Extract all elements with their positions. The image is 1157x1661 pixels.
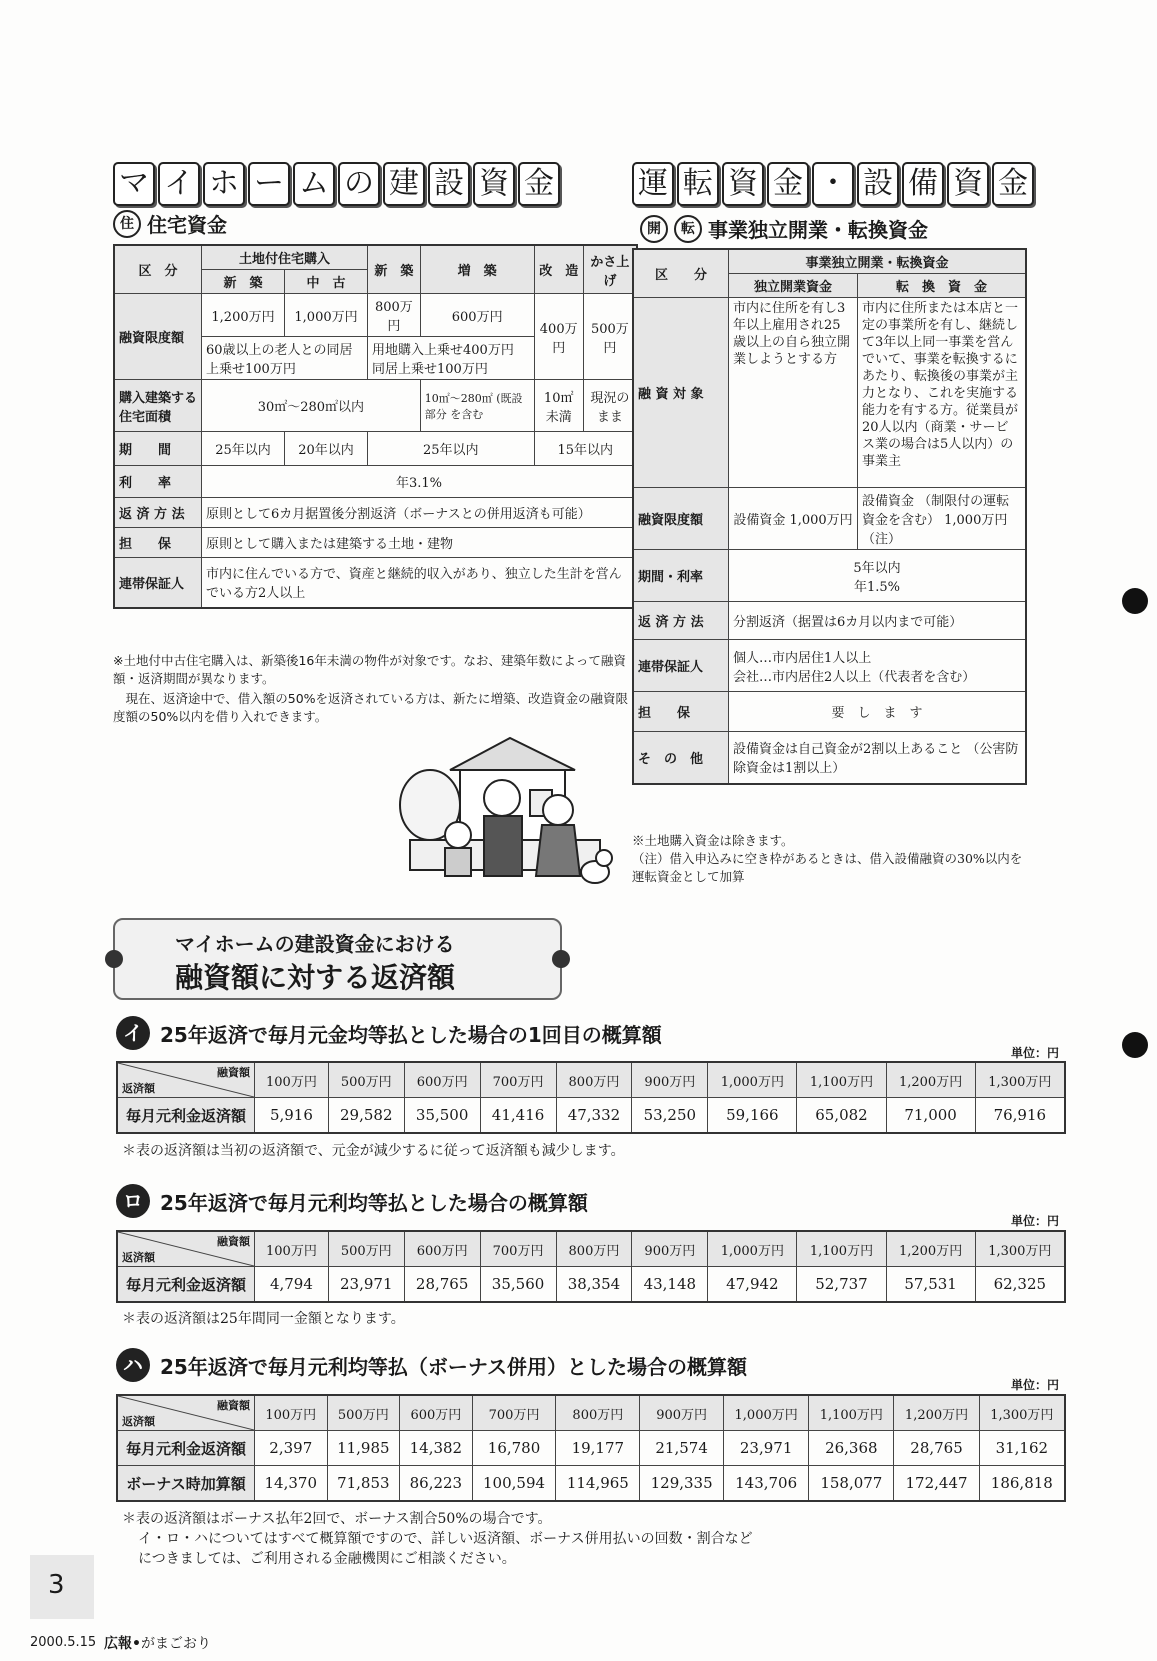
sub-mark-2: 転 xyxy=(674,215,702,243)
section-ha-table xyxy=(116,1394,1066,1502)
repayment-value: 114,965 xyxy=(556,1466,640,1502)
repayment-value: 47,942 xyxy=(708,1267,797,1303)
section-ro-note: ＊表の返済額は25年間同一金額となります。 xyxy=(122,1311,405,1327)
amount-header: 600万円 xyxy=(404,1231,480,1267)
header-bottom-label: 返済額 xyxy=(122,1415,155,1428)
h-kaizo: 改 造 xyxy=(534,245,583,294)
corner-header-cell xyxy=(117,1062,255,1098)
r1-a: 1,200万円 xyxy=(202,294,285,337)
section-ro-table xyxy=(116,1230,1066,1303)
repayment-value: 19,177 xyxy=(556,1431,640,1466)
repayment-value: 186,818 xyxy=(979,1466,1065,1502)
repayment-value: 57,531 xyxy=(886,1267,975,1303)
title-char: 資 xyxy=(947,162,989,206)
amount-header: 1,000万円 xyxy=(708,1062,797,1098)
footer-publication-name: 広報 xyxy=(104,1636,132,1652)
title-char: ム xyxy=(293,162,335,206)
rr5-a xyxy=(729,640,1027,692)
amount-header: 900万円 xyxy=(640,1395,724,1431)
repayment-value: 71,853 xyxy=(327,1466,400,1502)
repayment-value: 16,780 xyxy=(472,1431,556,1466)
rr5-a2: 会社…市内居住2人以上（代表者を含む） xyxy=(733,669,976,685)
repayment-value: 53,250 xyxy=(632,1098,708,1134)
amount-header: 900万円 xyxy=(632,1062,708,1098)
section-i-title: 25年返済で毎月元金均等払とした場合の1回目の概算額 xyxy=(160,1022,662,1047)
repayment-value: 11,985 xyxy=(327,1431,400,1466)
amount-header: 800万円 xyxy=(556,1062,632,1098)
repayment-value: 28,765 xyxy=(894,1431,979,1466)
amount-header: 600万円 xyxy=(400,1395,473,1431)
corner-header-cell xyxy=(117,1231,255,1267)
amount-header: 1,200万円 xyxy=(886,1231,975,1267)
repayment-value: 100,594 xyxy=(472,1466,556,1502)
amount-header: 800万円 xyxy=(556,1231,632,1267)
section-ha-heading xyxy=(116,1348,747,1382)
h-tochi: 土地付住宅購入 xyxy=(202,245,368,270)
r3-c: 25年以内 xyxy=(368,432,535,466)
rh-main: 事業独立開業・転換資金 xyxy=(729,249,1027,274)
footer-publication-name-2: がまごおり xyxy=(140,1636,211,1652)
repayment-value: 62,325 xyxy=(975,1267,1065,1303)
r4-a: 年3.1% xyxy=(202,466,638,498)
rr1-label: 融 資 対 象 xyxy=(633,298,729,488)
repayment-value: 41,416 xyxy=(480,1098,556,1134)
amount-header: 100万円 xyxy=(255,1395,328,1431)
repayment-value: 86,223 xyxy=(400,1466,473,1502)
rr7-a: 設備資金は自己資金が2割以上あること （公害防除資金は1割以上） xyxy=(729,732,1027,784)
section-ha-note-2: イ・ロ・ハについてはすべて概算額ですので、詳しい返済額、ボーナス併用払いの回数・割合など xyxy=(138,1531,753,1547)
banner-dot-left xyxy=(105,950,123,968)
rh-b: 転 換 資 金 xyxy=(858,274,1027,298)
r3-b: 20年以内 xyxy=(285,432,368,466)
amount-header: 700万円 xyxy=(480,1231,556,1267)
repayment-value: 14,382 xyxy=(400,1431,473,1466)
rr6-label: 担 保 xyxy=(633,692,729,732)
repayment-value: 31,162 xyxy=(979,1431,1065,1466)
banner-dot-right xyxy=(552,950,570,968)
footer-bullet: • xyxy=(132,1636,141,1652)
business-loan-table xyxy=(632,248,1027,785)
sub-title: 事業独立開業・転換資金 xyxy=(708,218,928,242)
repayment-value: 23,971 xyxy=(724,1431,809,1466)
repayment-value: 143,706 xyxy=(724,1466,809,1502)
r3-a: 25年以内 xyxy=(202,432,285,466)
r1-c: 800万円 xyxy=(368,294,421,337)
left-section-title xyxy=(113,162,560,206)
r4-label: 利 率 xyxy=(114,466,202,498)
section-i-heading xyxy=(116,1016,662,1050)
amount-header: 500万円 xyxy=(327,1395,400,1431)
family-house-illustration xyxy=(390,730,620,890)
r2-d: 10㎡～280㎡ (既設部分 を含む xyxy=(420,380,534,432)
amount-header: 1,000万円 xyxy=(708,1231,797,1267)
banner-line-2: 融資額に対する返済額 xyxy=(175,961,456,994)
binder-hole-2 xyxy=(1122,1032,1148,1058)
repayment-value: 47,332 xyxy=(556,1098,632,1134)
right-note-1: ※土地購入資金は除きます。 xyxy=(632,833,794,848)
title-char: 金 xyxy=(992,162,1034,206)
r1-cd2: 用地購入上乗せ400万円 同居上乗せ100万円 xyxy=(368,337,535,380)
section-ha-note-3: につきましては、ご利用される金融機関にご相談ください。 xyxy=(138,1551,516,1567)
r1-f: 500万円 xyxy=(583,294,637,380)
header-bottom-label: 返済額 xyxy=(122,1082,155,1095)
footer-page-number: 3 xyxy=(48,1570,65,1600)
binder-hole-1 xyxy=(1122,588,1148,614)
rr1-a: 市内に住所を有し3年以上雇用され25歳以上の自ら独立開業しようとする方 xyxy=(729,298,858,488)
row-label: 毎月元利金返済額 xyxy=(117,1431,255,1466)
repayment-value: 14,370 xyxy=(255,1466,328,1502)
section-i-table xyxy=(116,1061,1066,1134)
repayment-value: 23,971 xyxy=(328,1267,404,1303)
section-ha-title: 25年返済で毎月元利均等払（ボーナス併用）とした場合の概算額 xyxy=(160,1354,748,1379)
repayment-value: 28,765 xyxy=(404,1267,480,1303)
r2-e: 10㎡未満 xyxy=(534,380,583,432)
rh-kubun: 区 分 xyxy=(633,249,729,298)
repayment-value: 52,737 xyxy=(797,1267,886,1303)
header-top-label: 融資額 xyxy=(217,1235,250,1248)
repayment-banner xyxy=(113,918,562,1000)
repayment-value: 38,354 xyxy=(556,1267,632,1303)
section-ha-badge: ハ xyxy=(116,1348,150,1382)
header-top-label: 融資額 xyxy=(217,1399,250,1412)
right-sub-heading xyxy=(640,214,928,243)
repayment-value: 35,500 xyxy=(404,1098,480,1134)
r1-label: 融資限度額 xyxy=(114,294,202,380)
repayment-value: 5,916 xyxy=(255,1098,329,1134)
right-note-2: （注）借入申込みに空き枠があるときは、借入設備融資の30%以内を運転資金として加算 xyxy=(632,851,1023,884)
title-char: 資 xyxy=(473,162,515,206)
section-ro-unit: 単位：円 xyxy=(1011,1214,1060,1228)
h-chuko: 中 古 xyxy=(285,270,368,294)
banner-line-1: マイホームの建設資金における xyxy=(175,932,455,956)
left-note-1: ※土地付中古住宅購入は、新築後16年未満の物件が対象です。なお、建築年数によって融資額・返済期間が異なります。 xyxy=(113,653,626,686)
left-sub-heading xyxy=(113,209,227,238)
repayment-value: 4,794 xyxy=(255,1267,329,1303)
rr6-a: 要 し ま す xyxy=(729,692,1027,732)
repayment-value: 59,166 xyxy=(708,1098,797,1134)
r7-label: 連帯保証人 xyxy=(114,558,202,608)
repayment-value: 2,397 xyxy=(255,1431,328,1466)
row-label: ボーナス時加算額 xyxy=(117,1466,255,1502)
r1-e: 400万円 xyxy=(534,294,583,380)
rr3-a2: 年1.5% xyxy=(853,579,901,595)
amount-header: 500万円 xyxy=(328,1062,404,1098)
amount-header: 800万円 xyxy=(556,1395,640,1431)
repayment-value: 129,335 xyxy=(640,1466,724,1502)
rr7-label: そ の 他 xyxy=(633,732,729,784)
amount-header: 1,300万円 xyxy=(979,1395,1065,1431)
r2-label: 購入建築する住宅面積 xyxy=(114,380,202,432)
section-ha-unit: 単位：円 xyxy=(1011,1378,1060,1392)
amount-header: 100万円 xyxy=(255,1231,329,1267)
r5-a: 原則として6カ月据置後分割返済（ボーナスとの併用返済も可能） xyxy=(202,498,638,528)
title-char: 建 xyxy=(383,162,425,206)
title-char: ー xyxy=(248,162,290,206)
repayment-value: 21,574 xyxy=(640,1431,724,1466)
amount-header: 900万円 xyxy=(632,1231,708,1267)
section-i-note: ＊表の返済額は当初の返済額で、元金が減少するに従って返済額も減少します。 xyxy=(122,1143,625,1159)
h-kubun: 区 分 xyxy=(114,245,202,294)
r3-label: 期 間 xyxy=(114,432,202,466)
amount-header: 700万円 xyxy=(472,1395,556,1431)
sub-mark-1: 開 xyxy=(640,215,668,243)
r1-b: 1,000万円 xyxy=(285,294,368,337)
rh-a: 独立開業資金 xyxy=(729,274,858,298)
title-char: 転 xyxy=(677,162,719,206)
repayment-value: 29,582 xyxy=(328,1098,404,1134)
title-char: 設 xyxy=(857,162,899,206)
repayment-value: 26,368 xyxy=(809,1431,894,1466)
title-char: 備 xyxy=(902,162,944,206)
sub-title: 住宅資金 xyxy=(147,213,227,237)
section-ro-heading xyxy=(116,1184,588,1218)
r1-d: 600万円 xyxy=(420,294,534,337)
r6-a: 原則として購入または建築する土地・建物 xyxy=(202,528,638,558)
rr1-b: 市内に住所または本店と一定の事業所を有し、継続して3年以上同一事業を営んでいて、事業を転換するにあたり、転換後の事業が主力となり、これを実施する能力を有する方。従業員が20人以内（商業・サービス業の場合は5人以内）の事業主 xyxy=(858,298,1027,488)
section-ro-badge: ロ xyxy=(116,1184,150,1218)
h-shinchiku2: 新 築 xyxy=(368,245,421,294)
amount-header: 1,200万円 xyxy=(886,1062,975,1098)
title-char: 設 xyxy=(428,162,470,206)
row-label: 毎月元利金返済額 xyxy=(117,1098,255,1134)
repayment-value: 158,077 xyxy=(809,1466,894,1502)
sub-mark: 住 xyxy=(113,210,141,238)
footer-date: 2000.5.15 xyxy=(30,1635,97,1650)
amount-header: 1,100万円 xyxy=(809,1395,894,1431)
r2-a: 30㎡～280㎡以内 xyxy=(202,380,421,432)
housing-loan-table xyxy=(113,244,638,609)
amount-header: 1,100万円 xyxy=(797,1062,886,1098)
title-char: ホ xyxy=(203,162,245,206)
left-note-2: 現在、返済途中で、借入額の50%を返済されている方は、新たに増築、改造資金の融資限度額の50%以内を借り入れできます。 xyxy=(113,691,629,724)
amount-header: 1,300万円 xyxy=(975,1231,1065,1267)
title-char: イ xyxy=(158,162,200,206)
h-shinchiku: 新 築 xyxy=(202,270,285,294)
rr2-b: 設備資金 （制限付の運転資金を含む） 1,000万円（注） xyxy=(858,488,1027,550)
footer-publication xyxy=(104,1633,211,1653)
title-char: の xyxy=(338,162,380,206)
amount-header: 600万円 xyxy=(404,1062,480,1098)
rr4-label: 返 済 方 法 xyxy=(633,602,729,640)
h-zochiku: 増 築 xyxy=(420,245,534,294)
r1-ab2: 60歳以上の老人との同居上乗せ100万円 xyxy=(202,337,368,380)
amount-header: 1,300万円 xyxy=(975,1062,1065,1098)
section-i-badge: イ xyxy=(116,1016,150,1050)
title-char: ・ xyxy=(812,162,854,206)
right-section-title xyxy=(632,162,1034,206)
rr2-label: 融資限度額 xyxy=(633,488,729,550)
repayment-value: 76,916 xyxy=(975,1098,1065,1134)
h-kasaage: かさ上げ xyxy=(583,245,637,294)
section-ha-note-1: ＊表の返済額はボーナス払年2回で、ボーナス割合50%の場合です。 xyxy=(122,1511,552,1527)
section-ro-title: 25年返済で毎月元利均等払とした場合の概算額 xyxy=(160,1190,588,1215)
rr3-label: 期間・利率 xyxy=(633,550,729,602)
rr5-label: 連帯保証人 xyxy=(633,640,729,692)
amount-header: 500万円 xyxy=(328,1231,404,1267)
rr3-a xyxy=(729,550,1027,602)
amount-header: 700万円 xyxy=(480,1062,556,1098)
corner-header-cell xyxy=(117,1395,255,1431)
title-char: 資 xyxy=(722,162,764,206)
header-top-label: 融資額 xyxy=(217,1066,250,1079)
repayment-value: 71,000 xyxy=(886,1098,975,1134)
rr2-a: 設備資金 1,000万円 xyxy=(729,488,858,550)
repayment-value: 43,148 xyxy=(632,1267,708,1303)
title-char: 運 xyxy=(632,162,674,206)
rr3-a1: 5年以内 xyxy=(853,560,901,576)
amount-header: 1,100万円 xyxy=(797,1231,886,1267)
r2-f: 現況のまま xyxy=(583,380,637,432)
rr4-a: 分割返済（据置は6カ月以内まで可能） xyxy=(729,602,1027,640)
r5-label: 返 済 方 法 xyxy=(114,498,202,528)
rr5-a1: 個人…市内居住1人以上 xyxy=(733,650,872,666)
amount-header: 1,000万円 xyxy=(724,1395,809,1431)
title-char: マ xyxy=(113,162,155,206)
header-bottom-label: 返済額 xyxy=(122,1251,155,1264)
title-char: 金 xyxy=(518,162,560,206)
repayment-value: 65,082 xyxy=(797,1098,886,1134)
r3-d: 15年以内 xyxy=(534,432,637,466)
r7-a: 市内に住んでいる方で、資産と継続的収入があり、独立した生計を営んでいる方2人以上 xyxy=(202,558,638,608)
row-label: 毎月元利金返済額 xyxy=(117,1267,255,1303)
amount-header: 1,200万円 xyxy=(894,1395,979,1431)
repayment-value: 172,447 xyxy=(894,1466,979,1502)
amount-header: 100万円 xyxy=(255,1062,329,1098)
title-char: 金 xyxy=(767,162,809,206)
section-i-unit: 単位：円 xyxy=(1011,1046,1060,1060)
r6-label: 担 保 xyxy=(114,528,202,558)
repayment-value: 35,560 xyxy=(480,1267,556,1303)
